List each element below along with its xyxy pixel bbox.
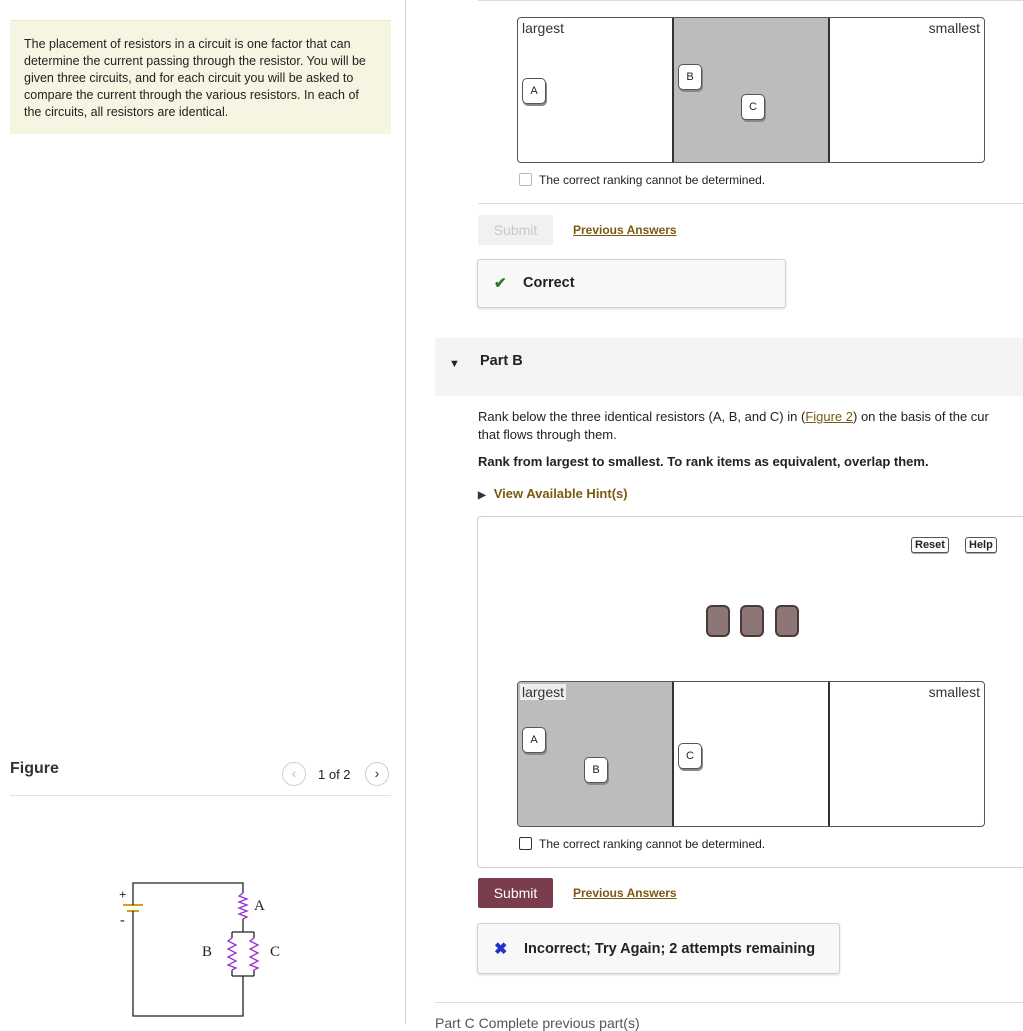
figure-2-link[interactable]: Figure 2	[805, 409, 854, 424]
part-a-top-rule	[478, 0, 1023, 1]
part-a-feedback	[477, 259, 786, 308]
part-a-chip-a[interactable]: A	[522, 78, 546, 104]
resistor-a	[239, 893, 247, 919]
part-a-chip-b[interactable]: B	[678, 64, 702, 90]
part-b-previous-answers-link[interactable]: Previous Answers	[573, 886, 677, 900]
intro-text: The placement of resistors in a circuit is one factor that can determine the current passing through the resistor. You will be given three circuits, and for each circuit you will be asked to compare the current through the various resistors. In each of the circuits, all resistors are identical.	[24, 37, 366, 119]
part-b-question: Rank below the three identical resistors (A, B, and C) in (Figure 2) on the basis of the cur that flows through them.	[478, 409, 989, 442]
part-a-chip-c[interactable]: C	[741, 94, 765, 120]
part-c-header[interactable]: Part C Complete previous part(s)	[435, 1015, 640, 1031]
panel-divider	[405, 0, 406, 1024]
part-a-largest-label: largest	[522, 20, 565, 36]
part-c-rule	[435, 1002, 1023, 1003]
part-b-checkbox-label: The correct ranking cannot be determined.	[539, 837, 766, 851]
part-b-title: Part B	[480, 353, 523, 369]
part-a-ranking-area[interactable]	[517, 17, 985, 163]
chevron-right-icon: ›	[374, 765, 380, 781]
part-b-cannot-determine[interactable]	[519, 837, 765, 851]
part-b-instruction: Rank from largest to smallest. To rank items as equivalent, overlap them.	[478, 454, 929, 469]
part-b-ranking-area[interactable]	[517, 681, 985, 827]
top-wire	[133, 883, 243, 899]
checkmark-icon: ✔	[494, 275, 507, 292]
label-b: B	[202, 944, 213, 960]
bottom-wire	[133, 917, 243, 1016]
help-button[interactable]: Help	[965, 537, 997, 553]
figure-divider	[10, 795, 391, 796]
part-b-rank-slot-1[interactable]	[518, 682, 674, 826]
resistor-c	[250, 938, 258, 970]
resistor-b	[228, 938, 236, 970]
part-b-header[interactable]	[435, 338, 1023, 396]
label-c: C	[270, 944, 281, 960]
chevron-left-icon: ‹	[291, 765, 297, 781]
tile-placeholder-1	[706, 605, 730, 637]
part-a-submit-button[interactable]: Submit	[478, 215, 553, 245]
tile-placeholder-3	[775, 605, 799, 637]
part-b-hint-toggle[interactable]	[478, 486, 628, 501]
part-a-feedback-text: Correct	[523, 275, 575, 291]
figure-pagination: 1 of 2	[318, 767, 351, 782]
part-b-chip-a[interactable]: A	[522, 727, 546, 753]
part-b-feedback-text: Incorrect; Try Again; 2 attempts remaining	[524, 941, 816, 957]
intro-box	[10, 20, 391, 134]
part-b-chip-b[interactable]: B	[584, 757, 608, 783]
prev-figure-button[interactable]	[282, 762, 306, 786]
expand-triangle-icon: ▶	[478, 490, 486, 501]
part-a-cannot-determine[interactable]	[519, 173, 765, 187]
part-b-smallest-label: smallest	[928, 684, 980, 700]
part-b-submit-button[interactable]: Submit	[478, 878, 553, 908]
part-a-smallest-label: smallest	[928, 20, 980, 36]
part-b-hint-label: View Available Hint(s)	[493, 486, 628, 501]
tile-placeholder-2	[740, 605, 764, 637]
part-a-rank-slot-2[interactable]	[674, 18, 830, 162]
part-b-chip-c[interactable]: C	[678, 743, 702, 769]
collapse-triangle-icon: ▼	[449, 358, 460, 370]
part-b-feedback	[477, 923, 840, 974]
part-b-largest-label: largest	[522, 684, 565, 700]
x-mark-icon: ✖	[494, 941, 508, 958]
figure-title: Figure	[10, 760, 59, 777]
label-minus: -	[120, 913, 125, 928]
circuit-diagram	[110, 875, 300, 1024]
part-a-checkbox[interactable]	[519, 173, 532, 186]
label-plus: +	[119, 887, 127, 902]
label-a: A	[254, 898, 265, 914]
part-a-checkbox-label: The correct ranking cannot be determined.	[539, 173, 766, 187]
part-a-answer-rule	[478, 203, 1023, 204]
next-figure-button[interactable]	[365, 762, 389, 786]
part-a-previous-answers-link[interactable]: Previous Answers	[573, 223, 677, 237]
part-b-checkbox[interactable]	[519, 837, 532, 850]
reset-button[interactable]: Reset	[911, 537, 949, 553]
